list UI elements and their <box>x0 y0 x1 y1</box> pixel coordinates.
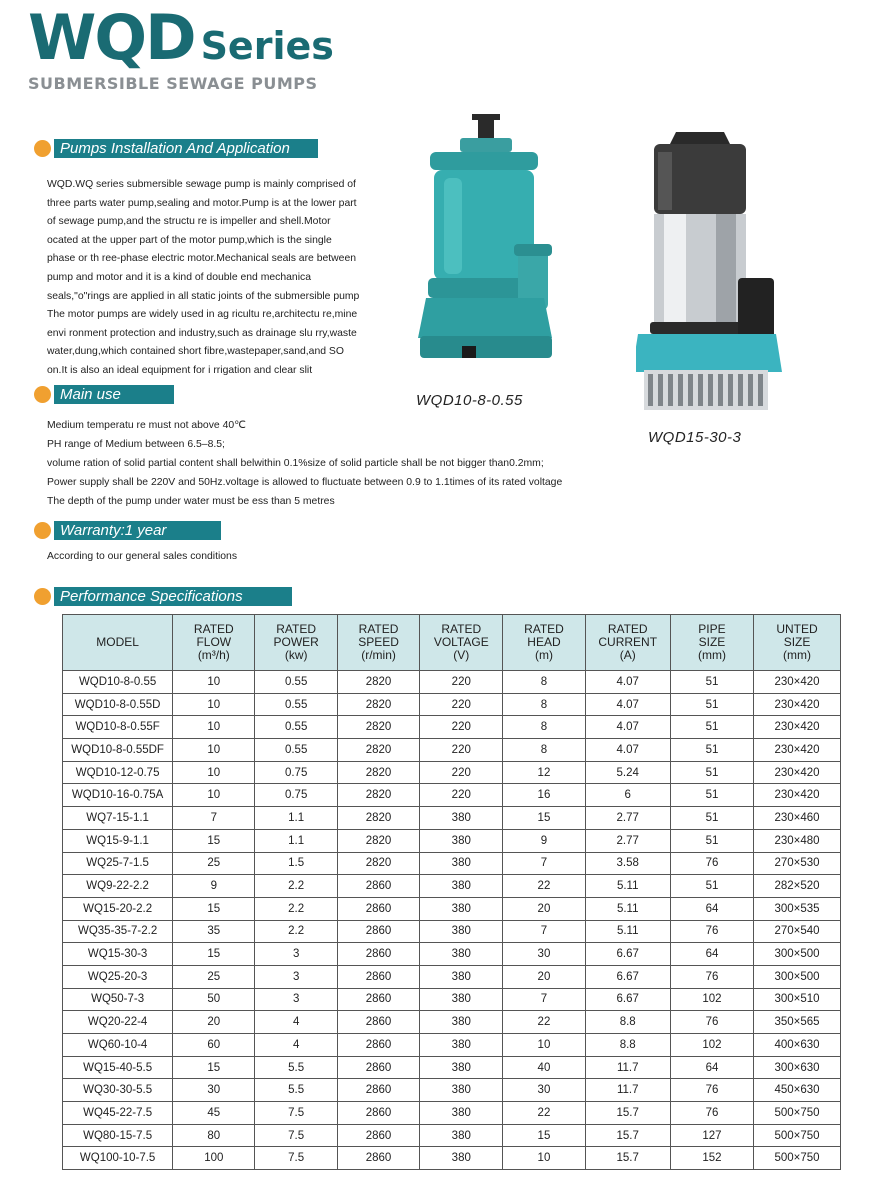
column-header <box>255 615 338 671</box>
table-cell: 25 <box>173 965 255 988</box>
table-cell: 2860 <box>337 943 419 966</box>
table-cell: 220 <box>420 761 503 784</box>
table-row <box>63 875 841 898</box>
table-cell: 380 <box>420 943 503 966</box>
table-cell: 300×510 <box>754 988 841 1011</box>
table-cell: 10 <box>503 1034 585 1057</box>
table-cell: 64 <box>670 1056 753 1079</box>
table-row <box>63 807 841 830</box>
column-header <box>585 615 670 671</box>
table-cell: 7 <box>503 920 585 943</box>
bullet-dot-icon <box>34 588 51 605</box>
table-cell: 230×420 <box>754 739 841 762</box>
table-cell: 20 <box>503 965 585 988</box>
table-cell: 380 <box>420 1079 503 1102</box>
table-cell: 6.67 <box>585 965 670 988</box>
section-performance-title: Performance Specifications <box>54 587 292 606</box>
table-cell: 40 <box>503 1056 585 1079</box>
table-cell: WQD10-8-0.55 <box>63 671 173 694</box>
installation-line: envi ronment protection and industry,such as drainage slu rry,waste <box>47 327 357 339</box>
table-cell: 4 <box>255 1034 338 1057</box>
bullet-dot-icon <box>34 522 51 539</box>
table-cell: 10 <box>173 671 255 694</box>
column-header <box>337 615 419 671</box>
table-cell: 380 <box>420 920 503 943</box>
table-cell: 5.11 <box>585 875 670 898</box>
column-header-line: PIPE <box>698 622 726 636</box>
column-header <box>670 615 753 671</box>
main-use-line: Power supply shall be 220V and 50Hz.voltage is allowed to fluctuate between 0.9 to 1.1times of its rated voltage <box>47 477 563 488</box>
table-row <box>63 829 841 852</box>
column-header-line: HEAD <box>527 635 561 649</box>
table-cell: 30 <box>503 943 585 966</box>
table-cell: 9 <box>173 875 255 898</box>
table-cell: 2.2 <box>255 920 338 943</box>
table-cell: 51 <box>670 716 753 739</box>
column-header-line: RATED <box>276 622 317 636</box>
table-cell: WQ7-15-1.1 <box>63 807 173 830</box>
table-cell: 2820 <box>337 739 419 762</box>
table-cell: 380 <box>420 1124 503 1147</box>
table-cell: 76 <box>670 1079 753 1102</box>
table-cell: WQD10-8-0.55D <box>63 693 173 716</box>
bullet-dot-icon <box>34 386 51 403</box>
column-header <box>754 615 841 671</box>
table-cell: 380 <box>420 1056 503 1079</box>
column-header-line: FLOW <box>196 635 232 649</box>
installation-line: pump and motor and it is a kind of double end mechanica <box>47 271 311 283</box>
table-cell: 15 <box>173 943 255 966</box>
table-cell: 380 <box>420 807 503 830</box>
main-use-line: PH range of Medium between 6.5–8.5; <box>47 439 225 450</box>
column-header <box>173 615 255 671</box>
bullet-dot-icon <box>34 140 51 157</box>
table-cell: WQD10-8-0.55F <box>63 716 173 739</box>
table-cell: 380 <box>420 988 503 1011</box>
table-cell: 10 <box>173 784 255 807</box>
table-cell: 2.77 <box>585 829 670 852</box>
column-header-line: (r/min) <box>361 648 396 662</box>
table-cell: 4.07 <box>585 671 670 694</box>
table-cell: 0.55 <box>255 693 338 716</box>
table-cell: 2820 <box>337 716 419 739</box>
table-cell: 20 <box>503 897 585 920</box>
table-cell: 4.07 <box>585 716 670 739</box>
table-cell: WQ25-7-1.5 <box>63 852 173 875</box>
section-main-use-header <box>34 383 174 405</box>
table-cell: 2860 <box>337 1011 419 1034</box>
table-cell: 220 <box>420 693 503 716</box>
table-cell: 76 <box>670 1102 753 1125</box>
table-cell: 220 <box>420 739 503 762</box>
table-cell: 380 <box>420 1011 503 1034</box>
table-cell: 152 <box>670 1147 753 1170</box>
table-cell: WQ80-15-7.5 <box>63 1124 173 1147</box>
column-header-line: UNTED <box>776 622 818 636</box>
table-cell: 1.1 <box>255 829 338 852</box>
table-row <box>63 1011 841 1034</box>
table-cell: 12 <box>503 761 585 784</box>
column-header-line: (m) <box>534 648 553 662</box>
table-cell: 10 <box>173 761 255 784</box>
table-cell: 2820 <box>337 784 419 807</box>
table-cell: WQ50-7-3 <box>63 988 173 1011</box>
installation-line: three parts water pump,sealing and motor.Pump is at the lower part <box>47 197 357 209</box>
main-use-text <box>47 416 562 511</box>
table-cell: 51 <box>670 875 753 898</box>
installation-line: ocated at the upper part of the motor pump,which is the single <box>47 234 332 246</box>
table-cell: 2.2 <box>255 897 338 920</box>
table-cell: 64 <box>670 897 753 920</box>
table-cell: 51 <box>670 761 753 784</box>
table-cell: 6.67 <box>585 988 670 1011</box>
table-cell: 76 <box>670 965 753 988</box>
table-cell: 2820 <box>337 829 419 852</box>
table-cell: 76 <box>670 1011 753 1034</box>
table-cell: 380 <box>420 875 503 898</box>
table-cell: 51 <box>670 671 753 694</box>
table-cell: 4 <box>255 1011 338 1034</box>
table-cell: 16 <box>503 784 585 807</box>
table-cell: 2820 <box>337 693 419 716</box>
table-cell: 35 <box>173 920 255 943</box>
table-cell: 230×460 <box>754 807 841 830</box>
table-cell: WQ30-30-5.5 <box>63 1079 173 1102</box>
column-header-line: RATED <box>441 622 482 636</box>
table-cell: 1.1 <box>255 807 338 830</box>
table-cell: 15.7 <box>585 1147 670 1170</box>
column-header-line: RATED <box>193 622 234 636</box>
table-row <box>63 761 841 784</box>
table-cell: 1.5 <box>255 852 338 875</box>
table-cell: 15 <box>173 897 255 920</box>
table-row <box>63 1079 841 1102</box>
table-cell: 220 <box>420 784 503 807</box>
table-cell: 8 <box>503 716 585 739</box>
table-cell: 2820 <box>337 761 419 784</box>
table-cell: 380 <box>420 1102 503 1125</box>
section-installation-title: Pumps Installation And Application <box>54 139 318 158</box>
table-row <box>63 965 841 988</box>
table-cell: 230×420 <box>754 716 841 739</box>
installation-line: on.It is also an ideal equipment for i rrigation and clear slit <box>47 364 313 376</box>
table-cell: 7 <box>503 852 585 875</box>
installation-text <box>47 176 367 381</box>
table-cell: 380 <box>420 1147 503 1170</box>
column-header-line: (mm) <box>697 648 726 662</box>
table-cell: 4.07 <box>585 739 670 762</box>
table-cell: 3 <box>255 988 338 1011</box>
table-cell: 2860 <box>337 1056 419 1079</box>
pump-wqd15-image <box>636 126 786 416</box>
column-header-line: SIZE <box>783 635 811 649</box>
table-cell: 80 <box>173 1124 255 1147</box>
table-cell: 8 <box>503 739 585 762</box>
table-cell: 6 <box>585 784 670 807</box>
column-header-line: RATED <box>524 622 564 636</box>
table-cell: 22 <box>503 1011 585 1034</box>
table-cell: 8.8 <box>585 1011 670 1034</box>
table-cell: 2.77 <box>585 807 670 830</box>
table-cell: 2860 <box>337 1102 419 1125</box>
table-cell: 380 <box>420 965 503 988</box>
table-cell: 102 <box>670 988 753 1011</box>
table-cell: 30 <box>503 1079 585 1102</box>
table-cell: 76 <box>670 852 753 875</box>
main-use-line: volume ration of solid partial content shall belwithin 0.1%size of solid particle shall be not bigger than0.2mm; <box>47 458 544 469</box>
table-cell: 15 <box>503 807 585 830</box>
table-cell: 2820 <box>337 671 419 694</box>
section-performance-header <box>34 585 292 607</box>
table-row <box>63 1034 841 1057</box>
table-cell: 2860 <box>337 988 419 1011</box>
table-cell: 15.7 <box>585 1102 670 1125</box>
table-cell: 7.5 <box>255 1102 338 1125</box>
table-cell: 10 <box>173 693 255 716</box>
column-header-line: (mm) <box>783 648 812 662</box>
column-header-line: RATED <box>607 622 648 636</box>
main-use-line: The depth of the pump under water must be ess than 5 metres <box>47 496 335 507</box>
table-cell: 300×535 <box>754 897 841 920</box>
column-header-line: CURRENT <box>598 635 658 649</box>
pump-wqd10-caption: WQD10-8-0.55 <box>416 392 523 409</box>
main-use-line: Medium temperatu re must not above 40℃ <box>47 420 246 431</box>
table-row <box>63 1056 841 1079</box>
table-cell: 0.55 <box>255 739 338 762</box>
table-row <box>63 784 841 807</box>
table-cell: 11.7 <box>585 1079 670 1102</box>
section-warranty-title: Warranty:1 year <box>54 521 221 540</box>
table-cell: 127 <box>670 1124 753 1147</box>
table-cell: 2860 <box>337 965 419 988</box>
table-cell: 300×500 <box>754 965 841 988</box>
table-cell: 270×540 <box>754 920 841 943</box>
column-header-line: RATED <box>358 622 399 636</box>
table-cell: 220 <box>420 716 503 739</box>
table-row <box>63 920 841 943</box>
column-header-line: POWER <box>273 635 319 649</box>
installation-line: water,dung,which contained short fibre,wastepaper,sand,and SO <box>47 346 344 358</box>
table-cell: 230×420 <box>754 671 841 694</box>
table-row <box>63 739 841 762</box>
column-header-line: SIZE <box>698 635 726 649</box>
table-cell: 22 <box>503 1102 585 1125</box>
table-cell: WQD10-12-0.75 <box>63 761 173 784</box>
table-cell: WQ9-22-2.2 <box>63 875 173 898</box>
table-cell: 64 <box>670 943 753 966</box>
table-cell: 2860 <box>337 875 419 898</box>
table-cell: 2860 <box>337 1079 419 1102</box>
table-row <box>63 988 841 1011</box>
pump-wqd15-caption: WQD15-30-3 <box>648 429 742 446</box>
table-cell: 2820 <box>337 852 419 875</box>
installation-line: seals,"o"rings are applied in all static joints of the submersible pump <box>47 290 360 302</box>
table-cell: 220 <box>420 671 503 694</box>
table-cell: WQ15-20-2.2 <box>63 897 173 920</box>
table-row <box>63 1147 841 1170</box>
table-cell: 5.11 <box>585 920 670 943</box>
installation-line: The motor pumps are widely used in ag ricultu re,architectu re,mine <box>47 309 358 321</box>
table-cell: 282×520 <box>754 875 841 898</box>
table-cell: 5.24 <box>585 761 670 784</box>
table-cell: WQ15-40-5.5 <box>63 1056 173 1079</box>
table-cell: 0.75 <box>255 784 338 807</box>
warranty-text: According to our general sales conditions <box>47 551 238 562</box>
table-cell: 10 <box>173 716 255 739</box>
table-cell: 500×750 <box>754 1124 841 1147</box>
column-header-line: (V) <box>453 648 470 662</box>
table-cell: 350×565 <box>754 1011 841 1034</box>
table-cell: 8 <box>503 671 585 694</box>
table-cell: 380 <box>420 852 503 875</box>
table-cell: 15.7 <box>585 1124 670 1147</box>
table-cell: 9 <box>503 829 585 852</box>
table-cell: WQ25-20-3 <box>63 965 173 988</box>
table-row <box>63 852 841 875</box>
table-cell: 2.2 <box>255 875 338 898</box>
table-cell: WQ35-35-7-2.2 <box>63 920 173 943</box>
table-cell: 230×420 <box>754 784 841 807</box>
table-row <box>63 693 841 716</box>
table-cell: 7 <box>173 807 255 830</box>
table-cell: 230×420 <box>754 761 841 784</box>
table-cell: 2860 <box>337 897 419 920</box>
table-cell: WQ100-10-7.5 <box>63 1147 173 1170</box>
table-cell: 3 <box>255 965 338 988</box>
table-cell: 8 <box>503 693 585 716</box>
table-cell: 8.8 <box>585 1034 670 1057</box>
table-cell: 100 <box>173 1147 255 1170</box>
table-cell: 7.5 <box>255 1124 338 1147</box>
table-header-row <box>63 615 841 671</box>
page-title: WQD Series <box>28 1 334 74</box>
table-cell: 51 <box>670 829 753 852</box>
table-cell: 15 <box>173 829 255 852</box>
table-cell: 7.5 <box>255 1147 338 1170</box>
table-cell: 5.5 <box>255 1056 338 1079</box>
table-cell: 0.55 <box>255 716 338 739</box>
table-cell: 10 <box>173 739 255 762</box>
section-warranty-header <box>34 519 221 541</box>
table-cell: 300×500 <box>754 943 841 966</box>
pump-wqd10-image <box>410 110 560 370</box>
table-cell: 5.5 <box>255 1079 338 1102</box>
performance-table <box>62 614 841 1170</box>
column-header-line: (A) <box>619 648 636 662</box>
table-cell: 500×750 <box>754 1102 841 1125</box>
table-cell: 15 <box>173 1056 255 1079</box>
table-cell: 450×630 <box>754 1079 841 1102</box>
table-cell: 51 <box>670 739 753 762</box>
table-cell: 15 <box>503 1124 585 1147</box>
installation-line: of sewage pump,and the structu re is impeller and shell.Motor <box>47 216 331 228</box>
installation-line: WQD.WQ series submersible sewage pump is mainly comprised of <box>47 179 356 190</box>
table-cell: 10 <box>503 1147 585 1170</box>
table-cell: 380 <box>420 829 503 852</box>
table-cell: 2860 <box>337 1147 419 1170</box>
table-cell: 60 <box>173 1034 255 1057</box>
table-cell: 4.07 <box>585 693 670 716</box>
table-cell: 230×480 <box>754 829 841 852</box>
table-cell: 5.11 <box>585 897 670 920</box>
table-cell: WQ15-9-1.1 <box>63 829 173 852</box>
section-main-use-title: Main use <box>54 385 174 404</box>
table-body <box>63 671 841 1170</box>
column-header-line: MODEL <box>96 635 139 649</box>
table-cell: 51 <box>670 807 753 830</box>
table-cell: 2860 <box>337 920 419 943</box>
table-cell: 400×630 <box>754 1034 841 1057</box>
table-cell: 20 <box>173 1011 255 1034</box>
column-header-line: SPEED <box>358 635 399 649</box>
table-cell: 51 <box>670 693 753 716</box>
column-header-line: (kw) <box>284 648 308 662</box>
table-cell: WQ15-30-3 <box>63 943 173 966</box>
table-cell: 45 <box>173 1102 255 1125</box>
table-cell: 50 <box>173 988 255 1011</box>
table-cell: 6.67 <box>585 943 670 966</box>
column-header-line: (m³/h) <box>197 648 230 662</box>
table-cell: WQD10-8-0.55DF <box>63 739 173 762</box>
table-cell: 11.7 <box>585 1056 670 1079</box>
page-subtitle: SUBMERSIBLE SEWAGE PUMPS <box>28 74 318 93</box>
table-cell: 7 <box>503 988 585 1011</box>
table-cell: 380 <box>420 897 503 920</box>
table-cell: 3.58 <box>585 852 670 875</box>
table-cell: 270×530 <box>754 852 841 875</box>
table-cell: 300×630 <box>754 1056 841 1079</box>
table-cell: WQ60-10-4 <box>63 1034 173 1057</box>
table-cell: 380 <box>420 1034 503 1057</box>
column-header <box>420 615 503 671</box>
section-installation-header <box>34 137 318 159</box>
table-cell: 230×420 <box>754 693 841 716</box>
table-cell: 25 <box>173 852 255 875</box>
table-cell: 0.75 <box>255 761 338 784</box>
table-cell: 3 <box>255 943 338 966</box>
table-row <box>63 1124 841 1147</box>
column-header-line: VOLTAGE <box>433 635 489 649</box>
table-cell: WQ45-22-7.5 <box>63 1102 173 1125</box>
table-cell: 500×750 <box>754 1147 841 1170</box>
table-cell: 2820 <box>337 807 419 830</box>
table-cell: WQ20-22-4 <box>63 1011 173 1034</box>
table-cell: 102 <box>670 1034 753 1057</box>
table-row <box>63 1102 841 1125</box>
table-cell: 0.55 <box>255 671 338 694</box>
installation-line: phase or th ree-phase electric motor.Mechanical seals are between <box>47 253 356 265</box>
table-row <box>63 943 841 966</box>
table-cell: WQD10-16-0.75A <box>63 784 173 807</box>
table-cell: 30 <box>173 1079 255 1102</box>
table-cell: 22 <box>503 875 585 898</box>
column-header <box>503 615 585 671</box>
table-cell: 2860 <box>337 1034 419 1057</box>
table-row <box>63 897 841 920</box>
table-row <box>63 716 841 739</box>
table-cell: 51 <box>670 784 753 807</box>
table-cell: 2860 <box>337 1124 419 1147</box>
column-header <box>63 615 173 671</box>
table-row <box>63 671 841 694</box>
table-cell: 76 <box>670 920 753 943</box>
